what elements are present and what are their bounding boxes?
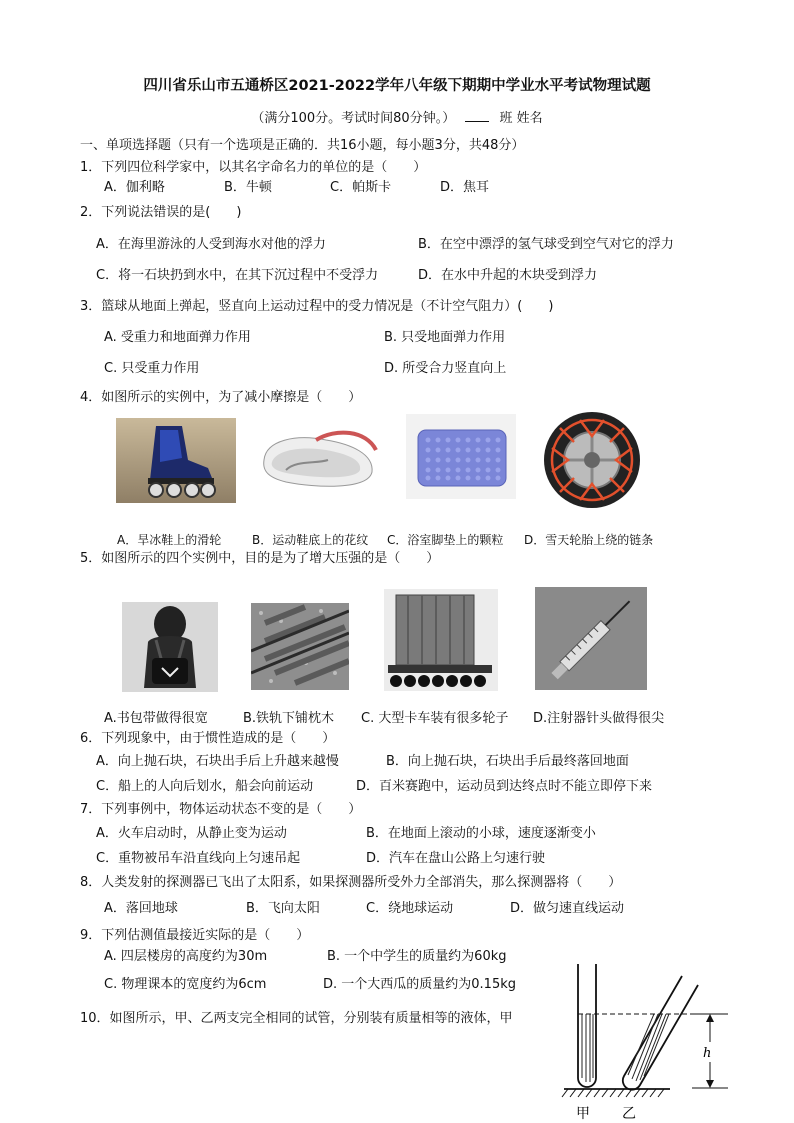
q6-option-b: B．向上抛石块，石块出手后最终落回地面	[386, 754, 629, 769]
skate-photo	[116, 418, 236, 503]
q1-option-c: C．帕斯卡	[330, 180, 392, 195]
tube-yi-label: 乙	[622, 1106, 636, 1122]
q9-stem: 9．下列估测值最接近实际的是（ ）	[80, 928, 310, 943]
q8-option-a: A．落回地球	[104, 901, 178, 916]
q2-option-b: B．在空中漂浮的氢气球受到空气对它的浮力	[418, 237, 674, 252]
test-tube-figure	[552, 958, 736, 1122]
backpack-photo	[122, 602, 218, 692]
q9-option-d: D. 一个大西瓜的质量约为0.15kg	[323, 977, 517, 992]
truck-photo	[384, 589, 498, 691]
class-blank	[465, 109, 489, 122]
q7-option-b: B．在地面上滚动的小球，速度逐渐变小	[366, 826, 596, 841]
q10-stem: 10．如图所示，甲、乙两支完全相同的试管，分别装有质量相等的液体，甲	[80, 1011, 513, 1026]
q3-option-b: B. 只受地面弹力作用	[384, 330, 506, 345]
name-label: 姓名	[516, 111, 543, 126]
q7-stem: 7．下列事例中，物体运动状态不变的是（ ）	[80, 802, 362, 817]
q6-option-c: C．船上的人向后划水，船会向前运动	[96, 779, 314, 794]
score-note-line	[0, 107, 794, 126]
q7-option-a: A．火车启动时，从静止变为运动	[96, 826, 287, 841]
q1-option-a: A．伽利略	[104, 180, 165, 195]
q3-option-a: A. 受重力和地面弹力作用	[104, 330, 251, 345]
bath-mat-photo	[406, 414, 516, 499]
q9-option-b: B. 一个中学生的质量约为60kg	[327, 949, 507, 964]
q3-option-d: D. 所受合力竖直向上	[384, 361, 507, 376]
section-heading: 一、单项选择题（只有一个选项是正确的．共16小题，每小题3分，共48分）	[80, 138, 525, 153]
q1-option-b: B．牛顿	[224, 180, 272, 195]
syringe-photo	[535, 587, 647, 690]
chained-tire-photo	[540, 408, 644, 512]
tube-jia-label: 甲	[576, 1106, 590, 1122]
q2-option-a: A．在海里游泳的人受到海水对他的浮力	[96, 237, 326, 252]
height-label: h	[703, 1046, 712, 1061]
q2-option-c: C．将一石块扔到水中，在其下沉过程中不受浮力	[96, 268, 379, 283]
q7-option-c: C．重物被吊车沿直线向上匀速吊起	[96, 851, 301, 866]
q7-option-d: D．汽车在盘山公路上匀速行驶	[366, 851, 546, 866]
q4-caption-b: B．运动鞋底上的花纹	[252, 533, 369, 547]
q2-option-d: D．在水中升起的木块受到浮力	[418, 268, 598, 283]
q6-option-a: A．向上抛石块，石块出手后上升越来越慢	[96, 754, 339, 769]
q9-option-a: A. 四层楼房的高度约为30m	[104, 949, 268, 964]
q3-stem: 3．篮球从地面上弹起，竖直向上运动过程中的受力情况是（不计空气阻力）( )	[80, 299, 554, 314]
railway-photo	[251, 603, 349, 690]
q8-stem: 8．人类发射的探测器已飞出了太阳系，如果探测器所受外力全部消失，那么探测器将（ ）	[80, 875, 622, 890]
q5-caption-d: D.注射器针头做得很尖	[533, 711, 665, 726]
q9-option-c: C. 物理课本的宽度约为6cm	[104, 977, 267, 992]
q8-option-d: D．做匀速直线运动	[510, 901, 625, 916]
q5-caption-a: A.书包带做得很宽	[104, 711, 208, 726]
q5-caption-c: C. 大型卡车装有很多轮子	[361, 711, 509, 726]
q3-option-c: C. 只受重力作用	[104, 361, 200, 376]
q6-stem: 6．下列现象中，由于惯性造成的是（ ）	[80, 731, 336, 746]
page-title: 四川省乐山市五通桥区2021-2022学年八年级下期期中学业水平考试物理试题	[143, 78, 651, 94]
q2-stem: 2．下列说法错误的是( )	[80, 205, 242, 220]
q5-stem: 5．如图所示的四个实例中，目的是为了增大压强的是（ ）	[80, 551, 440, 566]
score-note: （满分100分。考试时间80分钟。）	[251, 111, 456, 126]
q6-option-d: D．百米赛跑中，运动员到达终点时不能立即停下来	[356, 779, 653, 794]
q1-stem: 1．下列四位科学家中，以其名字命名力的单位的是（ ）	[80, 160, 427, 175]
q4-stem: 4．如图所示的实例中，为了减小摩擦是（ ）	[80, 390, 362, 405]
q8-option-c: C．绕地球运动	[366, 901, 454, 916]
class-label: 班	[499, 111, 513, 126]
q4-caption-d: D．雪天轮胎上绕的链条	[524, 533, 654, 547]
q4-caption-a: A．旱冰鞋上的滑轮	[117, 533, 222, 547]
shoe-sole-photo	[256, 420, 381, 495]
q5-caption-b: B.铁轨下铺枕木	[243, 711, 335, 726]
q1-option-d: D．焦耳	[440, 180, 490, 195]
q4-caption-c: C．浴室脚垫上的颗粒	[387, 533, 504, 547]
q8-option-b: B．飞向太阳	[246, 901, 320, 916]
